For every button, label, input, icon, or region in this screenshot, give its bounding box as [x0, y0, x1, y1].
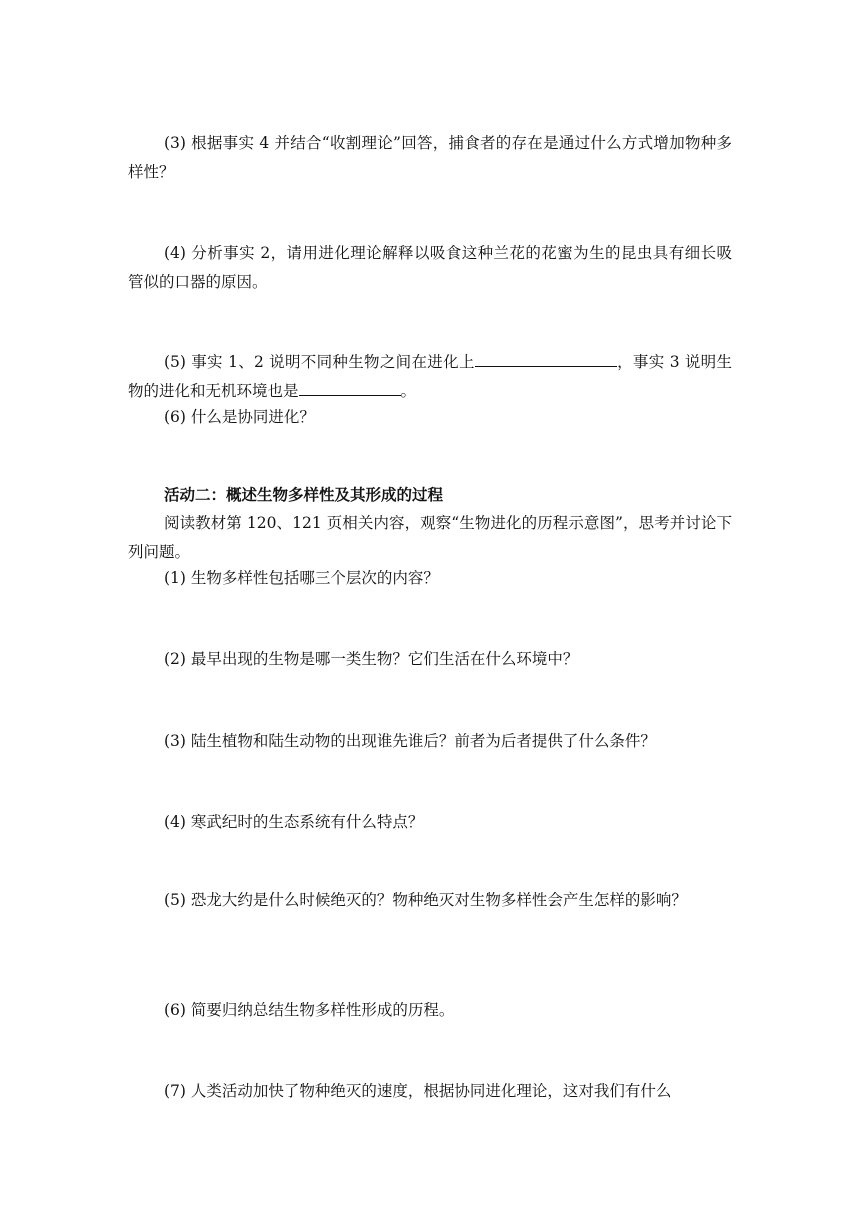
activity-2-question-7: (7) 人类活动加快了物种绝灭的速度，根据协同进化理论，这对我们有什么	[164, 1082, 672, 1100]
activity-2-question-1: (1) 生物多样性包括哪三个层次的内容？	[164, 569, 439, 587]
question-3-harvest-theory: (3) 根据事实 4 并结合“收割理论”回答，捕食者的存在是通过什么方式增加物种多样性？	[128, 134, 732, 181]
question-4-insect-mouthparts: (4) 分析事实 2，请用进化理论解释以吸食这种兰花的花蜜为生的昆虫具有细长吸管似的口器的原因。	[128, 244, 732, 291]
activity-2-question-2: (2) 最早出现的生物是哪一类生物？它们生活在什么环境中？	[164, 650, 579, 668]
question-5-text-a: (5) 事实 1、2 说明不同种生物之间在进化上	[164, 353, 475, 371]
activity-2-question-5: (5) 恐龙大约是什么时候绝灭的？物种绝灭对生物多样性会产生怎样的影响？	[164, 891, 687, 909]
activity-2-heading: 活动二：概述生物多样性及其形成的过程	[164, 486, 444, 504]
question-5-text-c: 。	[400, 382, 417, 400]
activity-2-question-3: (3) 陆生植物和陆生动物的出现谁先谁后？前者为后者提供了什么条件？	[164, 732, 656, 750]
answer-blank-2[interactable]	[299, 380, 401, 397]
question-6-coevolution: (6) 什么是协同进化？	[164, 408, 315, 426]
activity-2-question-6: (6) 简要归纳总结生物多样性形成的历程。	[164, 1001, 455, 1019]
question-5-fill-blank	[128, 348, 732, 406]
answer-blank-1[interactable]	[475, 351, 617, 368]
question-5-text-b: ，事实 3 说明生物的进化和无机环境也是	[128, 353, 732, 400]
activity-2-question-4: (4) 寒武纪时的生态系统有什么特点？	[164, 813, 424, 831]
activity-2-intro: 阅读教材第 120、121 页相关内容，观察“生物进化的历程示意图”，思考并讨论下列问题。	[128, 514, 732, 561]
